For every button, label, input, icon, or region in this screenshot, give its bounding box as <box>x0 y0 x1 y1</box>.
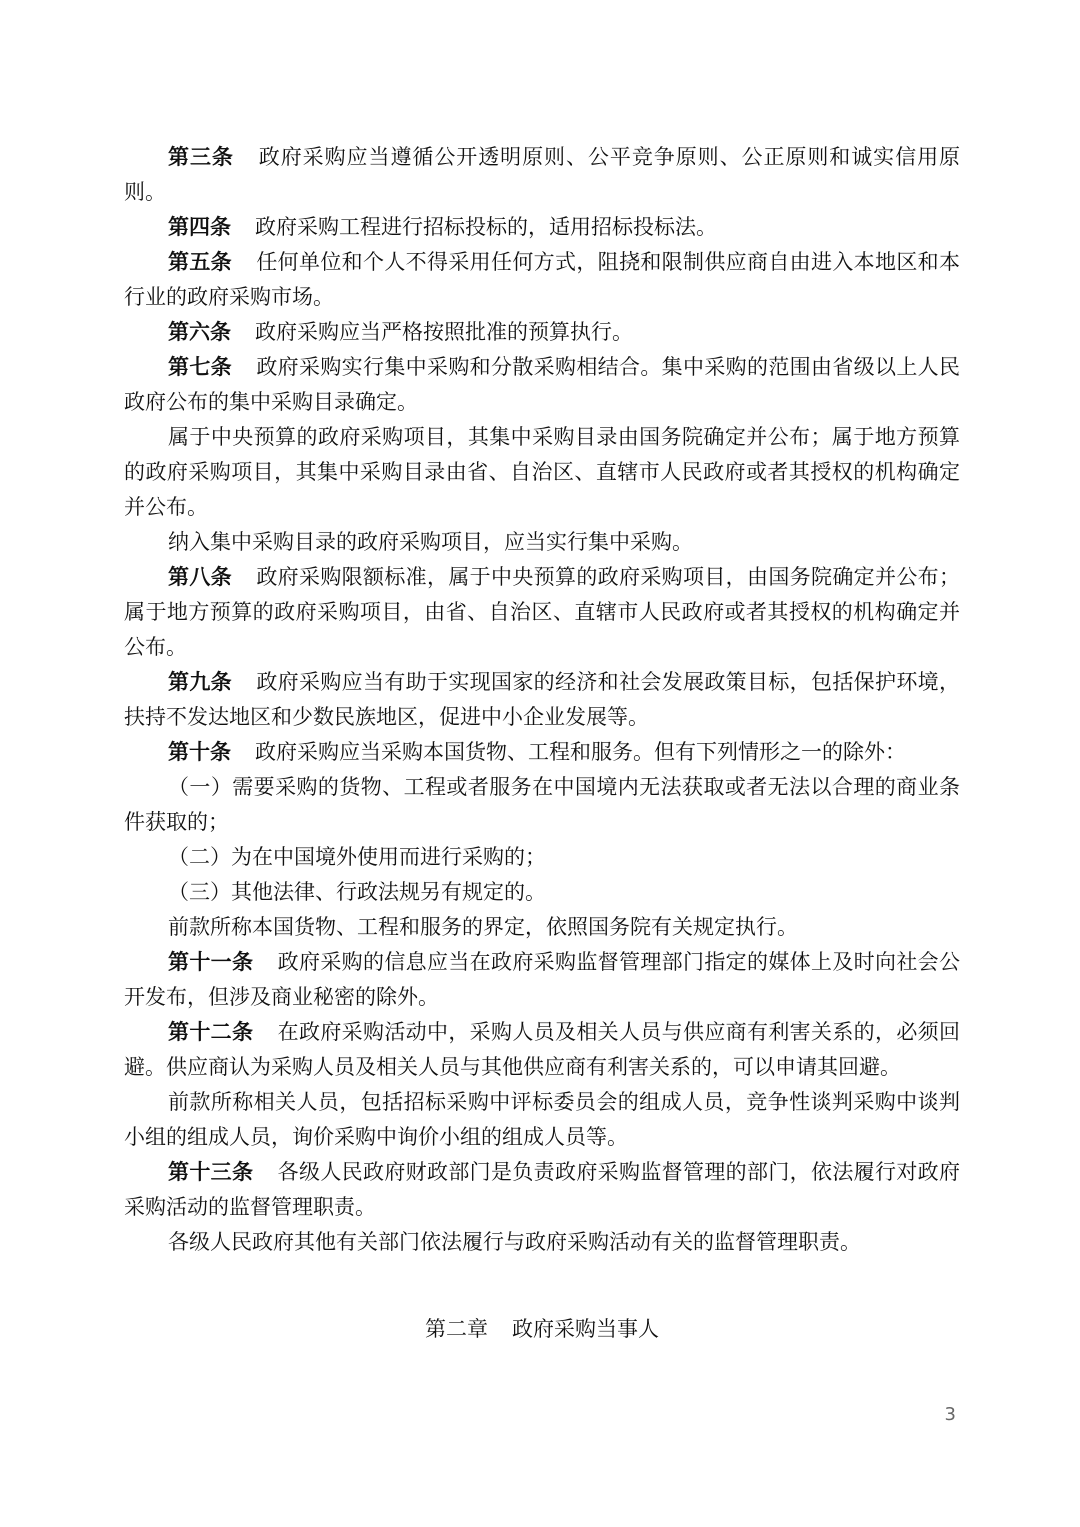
paragraph-text: 属于中央预算的政府采购项目，其集中采购目录由国务院确定并公布；属于地方预算的政府采购项目，其集中采购目录由省、自治区、直辖市人民政府或者其授权的机构确定并公布。 <box>124 425 960 519</box>
paragraph-art6 <box>124 315 960 350</box>
paragraph-art5 <box>124 245 960 315</box>
article-text: 政府采购实行集中采购和分散采购相结合。集中采购的范围由省级以上人民政府公布的集中采购目录确定。 <box>124 355 960 414</box>
chapter-title: 政府采购当事人 <box>512 1317 659 1341</box>
article-text: 政府采购应当遵循公开透明原则、公平竞争原则、公正原则和诚实信用原则。 <box>124 145 961 204</box>
paragraph-text: 前款所称相关人员，包括招标采购中评标委员会的组成人员，竞争性谈判采购中谈判小组的组成人员，询价采购中询价小组的组成人员等。 <box>124 1090 960 1149</box>
paragraph-art4 <box>124 210 960 245</box>
article-number: 第三条 <box>168 145 234 169</box>
article-text: 各级人民政府财政部门是负责政府采购监督管理的部门，依法履行对政府采购活动的监督管理职责。 <box>124 1160 961 1219</box>
paragraph-art8 <box>124 560 960 665</box>
article-number: 第十二条 <box>168 1020 254 1044</box>
chapter-heading <box>124 1312 960 1347</box>
article-number: 第五条 <box>168 250 232 274</box>
paragraph-art13 <box>124 1155 960 1225</box>
article-text: 政府采购工程进行招标投标的，适用招标投标法。 <box>255 215 717 239</box>
article-text: 在政府采购活动中，采购人员及相关人员与供应商有利害关系的，必须回避。供应商认为采购人员及相关人员与其他供应商有利害关系的，可以申请其回避。 <box>124 1020 961 1079</box>
article-number: 第十三条 <box>168 1160 254 1184</box>
paragraph-art12 <box>124 1015 960 1085</box>
paragraph-art9 <box>124 665 960 735</box>
paragraph-text: 前款所称本国货物、工程和服务的界定，依照国务院有关规定执行。 <box>168 915 798 939</box>
paragraph-text: 纳入集中采购目录的政府采购项目，应当实行集中采购。 <box>168 530 693 554</box>
chapter-number: 第二章 <box>425 1317 488 1341</box>
article-text: 任何单位和个人不得采用任何方式，阻挠和限制供应商自由进入本地区和本行业的政府采购市场。 <box>124 250 960 309</box>
paragraph-art10-item1 <box>124 770 960 840</box>
paragraph-art11 <box>124 945 960 1015</box>
article-text: 政府采购应当采购本国货物、工程和服务。但有下列情形之一的除外： <box>255 740 906 764</box>
article-number: 第九条 <box>168 670 232 694</box>
paragraph-art7 <box>124 350 960 420</box>
paragraph-text: （二）为在中国境外使用而进行采购的； <box>168 845 546 869</box>
article-text: 政府采购限额标准，属于中央预算的政府采购项目，由国务院确定并公布；属于地方预算的政府采购项目，由省、自治区、直辖市人民政府或者其授权的机构确定并公布。 <box>124 565 960 659</box>
article-number: 第四条 <box>168 215 231 239</box>
body-text <box>124 140 960 1260</box>
article-text: 政府采购应当严格按照批准的预算执行。 <box>255 320 633 344</box>
article-text: 政府采购的信息应当在政府采购监督管理部门指定的媒体上及时向社会公开发布，但涉及商业秘密的除外。 <box>124 950 961 1009</box>
paragraph-art12-2 <box>124 1085 960 1155</box>
paragraph-text: （一）需要采购的货物、工程或者服务在中国境内无法获取或者无法以合理的商业条件获取的； <box>124 775 960 834</box>
paragraph-art10-item2 <box>124 840 960 875</box>
article-text: 政府采购应当有助于实现国家的经济和社会发展政策目标，包括保护环境，扶持不发达地区和少数民族地区，促进中小企业发展等。 <box>124 670 960 729</box>
article-number: 第七条 <box>168 355 232 379</box>
article-number: 第六条 <box>168 320 231 344</box>
paragraph-text: 各级人民政府其他有关部门依法履行与政府采购活动有关的监督管理职责。 <box>168 1230 861 1254</box>
paragraph-art13-2 <box>124 1225 960 1260</box>
paragraph-art3 <box>124 140 960 210</box>
paragraph-art7-2 <box>124 420 960 525</box>
paragraph-art10-item3 <box>124 875 960 910</box>
paragraph-text: （三）其他法律、行政法规另有规定的。 <box>168 880 546 904</box>
article-number: 第十一条 <box>168 950 254 974</box>
article-number: 第八条 <box>168 565 232 589</box>
paragraph-art10-2 <box>124 910 960 945</box>
paragraph-art7-3 <box>124 525 960 560</box>
article-number: 第十条 <box>168 740 231 764</box>
page-number: 3 <box>944 1404 956 1425</box>
paragraph-art10 <box>124 735 960 770</box>
